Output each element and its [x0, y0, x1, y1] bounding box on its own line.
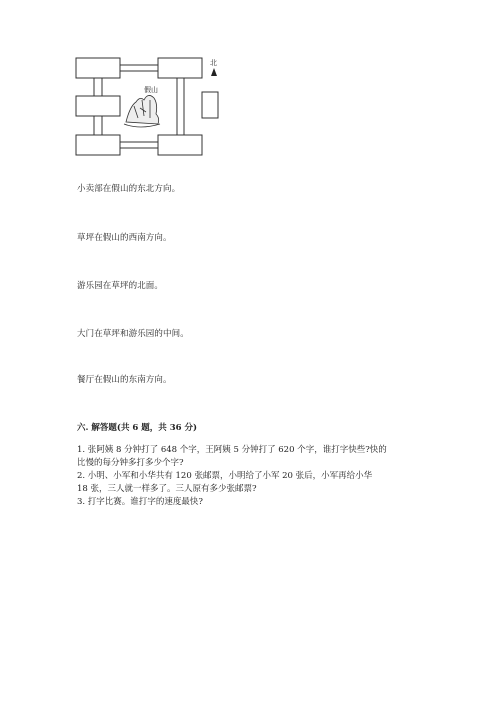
question-1-line-1: 1. 张阿姨 8 分钟打了 648 个字，王阿姨 5 分钟打了 620 个字，谁打字快些?快的 — [77, 445, 387, 455]
hill-label: 假山 — [144, 86, 158, 94]
map-box-bottom-right — [158, 135, 202, 155]
north-arrow-icon — [211, 68, 217, 76]
statement-2: 草坪在假山的西南方向。 — [77, 233, 172, 243]
map-figure — [74, 56, 220, 159]
statement-4: 大门在草坪和游乐园的中间。 — [77, 329, 189, 339]
statement-3: 游乐园在草坪的北面。 — [77, 281, 164, 291]
map-box-bottom-left — [76, 135, 120, 155]
rockery-illustration — [124, 95, 160, 127]
question-2-line-1: 2. 小明、小军和小华共有 120 张邮票，小明给了小军 20 张后，小军再给小华 — [77, 471, 373, 481]
question-3-line-1: 3. 打字比赛。谁打字的速度最快? — [77, 497, 203, 507]
question-2-line-2: 18 张，三人就一样多了。三人原有多少张邮票? — [77, 483, 257, 494]
question-1 — [77, 444, 387, 469]
north-indicator — [206, 58, 224, 80]
map-box-top-right — [158, 58, 202, 78]
question-3 — [77, 496, 203, 509]
north-label: 北 — [210, 59, 217, 67]
map-box-top-left — [76, 58, 120, 78]
question-1-line-2: 比慢的每分钟多打多少个字? — [77, 457, 184, 468]
statement-1: 小卖部在假山的东北方向。 — [77, 184, 181, 194]
map-diagram — [74, 56, 220, 159]
map-box-middle-left — [76, 96, 120, 116]
statement-5: 餐厅在假山的东南方向。 — [77, 375, 172, 385]
question-2 — [77, 470, 372, 495]
section-title: 六. 解答题(共 6 题，共 36 分) — [77, 423, 198, 433]
